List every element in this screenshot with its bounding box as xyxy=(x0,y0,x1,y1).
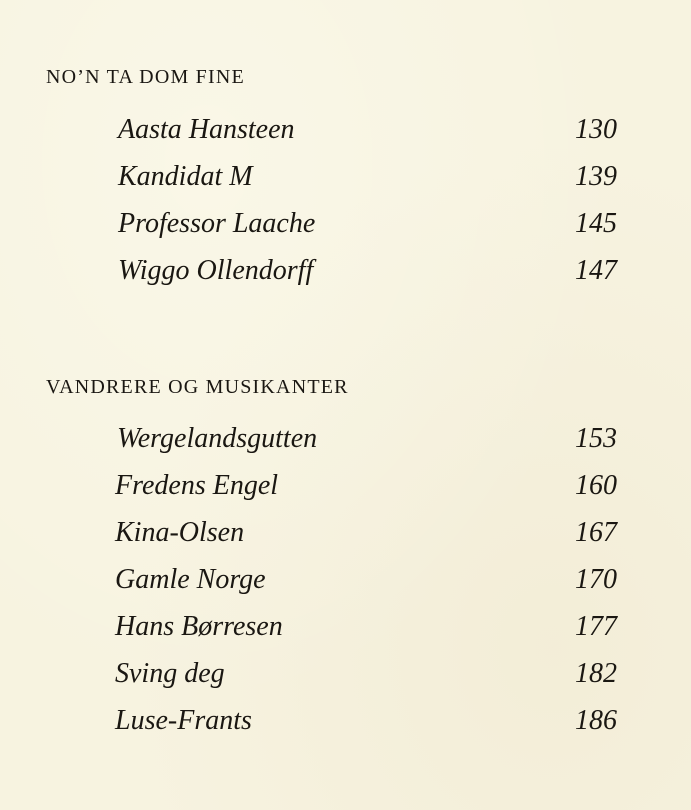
entry-title: Professor Laache xyxy=(118,208,316,239)
entry-title: Hans Børresen xyxy=(115,611,283,642)
entry-title: Luse-Frants xyxy=(115,705,252,736)
toc-entry xyxy=(0,208,691,248)
entry-page-number: 182 xyxy=(575,658,617,689)
section-heading: NO’N TA DOM FINE xyxy=(46,66,245,88)
entry-title: Aasta Hansteen xyxy=(118,114,295,145)
entry-page-number: 147 xyxy=(575,255,617,286)
toc-entry xyxy=(0,161,691,201)
entry-title: Kandidat M xyxy=(118,161,253,192)
toc-entry xyxy=(0,705,691,745)
entry-title: Fredens Engel xyxy=(115,470,279,501)
entry-title: Sving deg xyxy=(115,658,225,689)
entry-title: Kina-Olsen xyxy=(115,517,245,548)
toc-entry xyxy=(0,423,691,463)
toc-entry xyxy=(0,517,691,557)
entry-title: Gamle Norge xyxy=(115,564,266,595)
entry-page-number: 145 xyxy=(575,208,617,239)
entry-page-number: 160 xyxy=(575,470,617,501)
toc-entry xyxy=(0,470,691,510)
entry-page-number: 167 xyxy=(575,517,617,548)
entry-page-number: 130 xyxy=(575,114,617,145)
toc-entry xyxy=(0,611,691,651)
entry-page-number: 139 xyxy=(575,161,617,192)
entry-page-number: 170 xyxy=(575,564,617,595)
entry-page-number: 177 xyxy=(575,611,617,642)
entry-page-number: 186 xyxy=(575,705,617,736)
entry-title: Wergelandsgutten xyxy=(117,423,318,454)
toc-entry xyxy=(0,255,691,295)
entry-page-number: 153 xyxy=(575,423,617,454)
section-heading: VANDRERE OG MUSIKANTER xyxy=(46,376,349,398)
entry-title: Wiggo Ollendorff xyxy=(118,255,314,286)
toc-entry xyxy=(0,564,691,604)
toc-entry xyxy=(0,114,691,154)
toc-entry xyxy=(0,658,691,698)
